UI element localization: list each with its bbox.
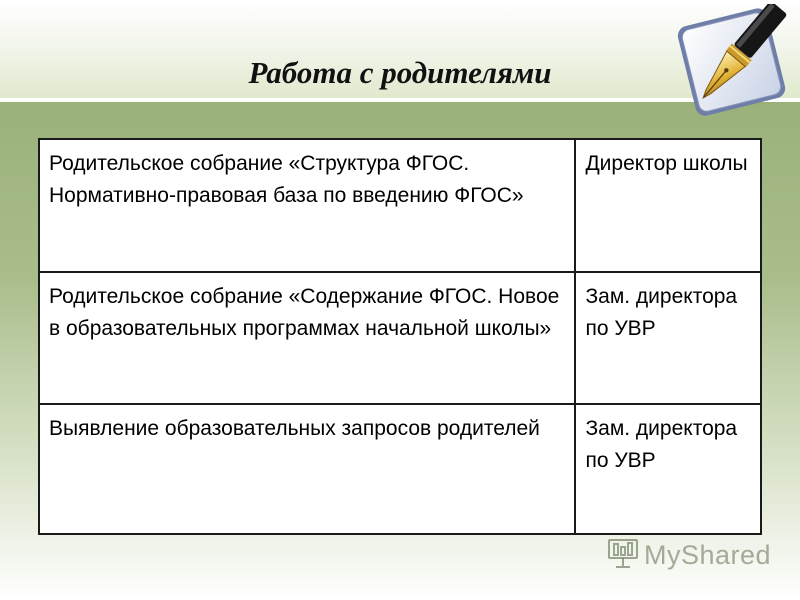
event-cell: Родительское собрание «Структура ФГОС. Нормативно-правовая база по введению ФГОС» [39,139,575,272]
responsible-cell: Зам. директора по УВР [575,272,761,404]
presentation-board-icon [606,536,640,575]
table-row [39,272,761,404]
watermark [606,536,771,574]
responsible-cell: Директор школы [575,139,761,272]
slide-title: Работа с родителями [248,55,552,90]
event-cell: Выявление образовательных запросов родителей [39,404,575,534]
watermark-text: MyShared [644,539,772,570]
parents-work-table [38,138,762,535]
event-cell: Родительское собрание «Содержание ФГОС. Новое в образовательных программах начальной школы» [39,272,575,404]
responsible-cell: Зам. директора по УВР [575,404,761,534]
table-row [39,139,761,272]
table-row [39,404,761,534]
